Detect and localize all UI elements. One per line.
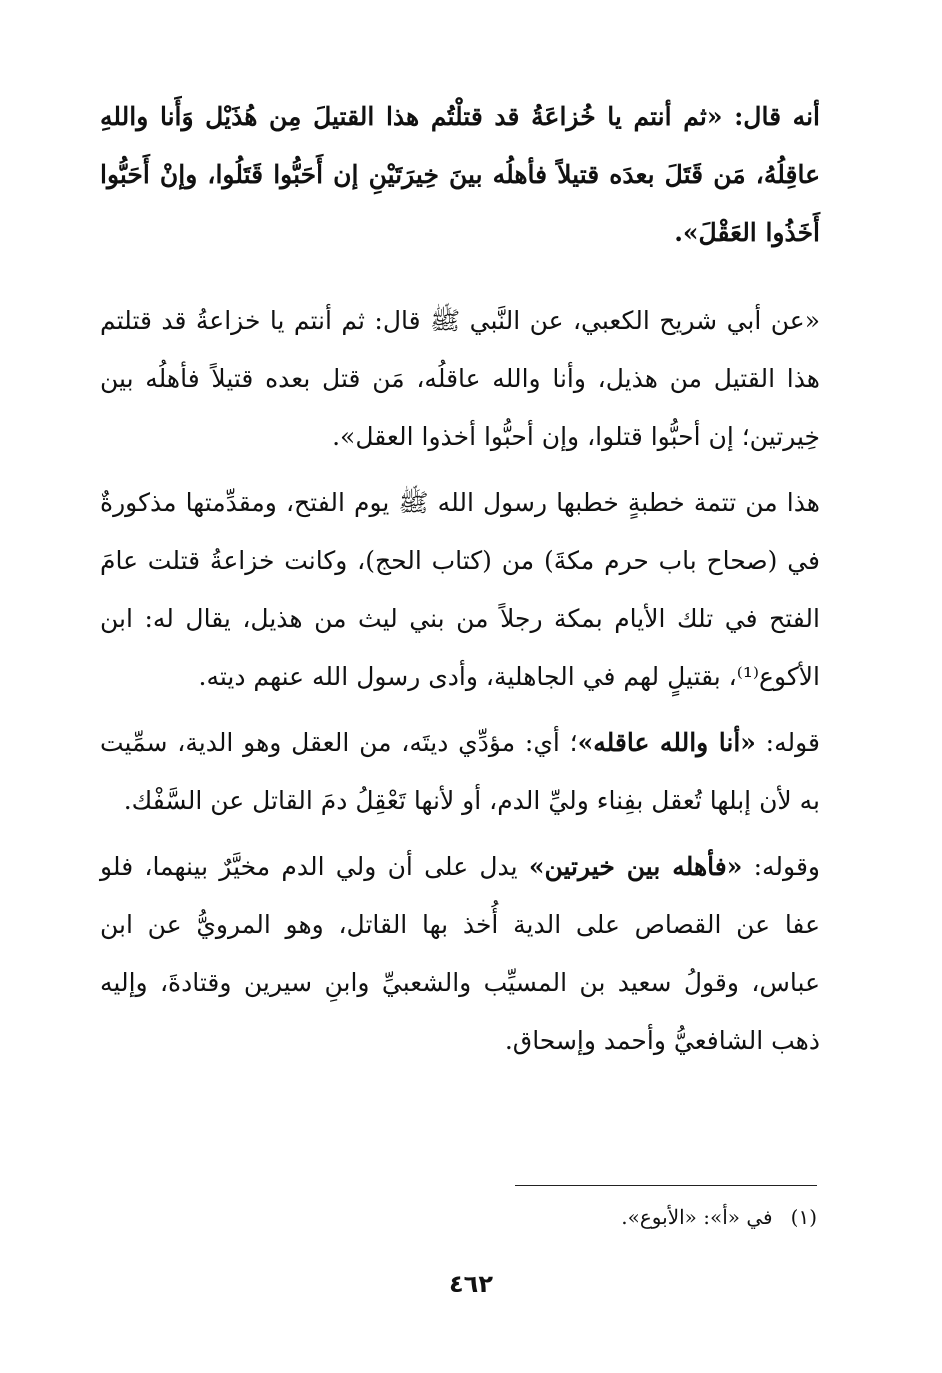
quoted-phrase: «أنا والله عاقله» [577,728,756,757]
commentary-intro: وقوله: [742,852,820,881]
footnote-number: (١) [790,1205,817,1229]
commentary-paragraph-context: هذا من تتمة خطبةٍ خطبها رسول الله ﷺ يوم الفتح، ومقدِّمتها مذكورةٌ في (صحاح باب حرم مكةَ) من (كتاب الحج)، وكانت خزاعةُ قتلت عامَ الفتح في تلك الأيام بمكة رجلاً من بني ليث من هذيل، يقال له: ابن الأكوع⁽¹⁾، بقتيلٍ لهم في الجاهلية، وأدى رسول الله عنهم ديته. [100,488,820,691]
commentary-text: يدل على أن ولي الدم مخيَّرٌ بينهما، فلو عفا عن القصاص على الدية أُخذ بها القاتل، وهو المرويُّ عن ابن عباس، وقولُ سعيد بن المسيِّب والشعبيِّ وابنِ سيرين وقتادةَ، وإليه ذهب الشافعيُّ وأحمد وإسحاق. [100,852,820,1055]
commentary-paragraph-aqil [100,714,820,830]
footnote-text: في «أ»: «الأبوع». [621,1205,773,1229]
footnote [621,1200,817,1234]
commentary-paragraph-narration: «عن أبي شريح الكعبي، عن النَّبي ﷺ قال: ثم أنتم يا خزاعةُ قد قتلتم هذا القتيل من هذيل، وأنا والله عاقلُه، مَن قتل بعده قتيلاً فأهلُه بين خِيرتين؛ إن أحبُّوا قتلوا، وإن أحبُّوا أخذوا العقل». [100,306,820,451]
commentary-paragraph-khiyar [100,838,820,1070]
quoted-phrase: «فأهله بين خيرتين» [528,852,743,881]
page-body [100,88,820,1070]
commentary-intro: قوله: [755,728,820,757]
page-number: ٤٦٢ [449,1270,493,1298]
footnote-divider [515,1185,817,1186]
hadith-paragraph: أنه قال: «ثم أنتم يا خُزاعَةُ قد قتلْتُم هذا القتيلَ مِن هُذَيْل وَأَنا واللهِ عاقِلُهُ، مَن قَتَلَ بعدَه قتيلاً فأهلُه بينَ خِيرَتَيْنِ إن أَحَبُّوا قَتَلُوا، وإنْ أَحَبُّوا أَخَذُوا العَقْلَ». [100,102,820,247]
commentary-text: ؛ أي: مؤدِّي ديتَه، من العقل وهو الدية، سمِّيت به لأن إبلها تُعقل بفِناء وليِّ الدم، أو لأنها تَعْقِلُ دمَ القاتل عن السَّفْك. [100,728,820,815]
